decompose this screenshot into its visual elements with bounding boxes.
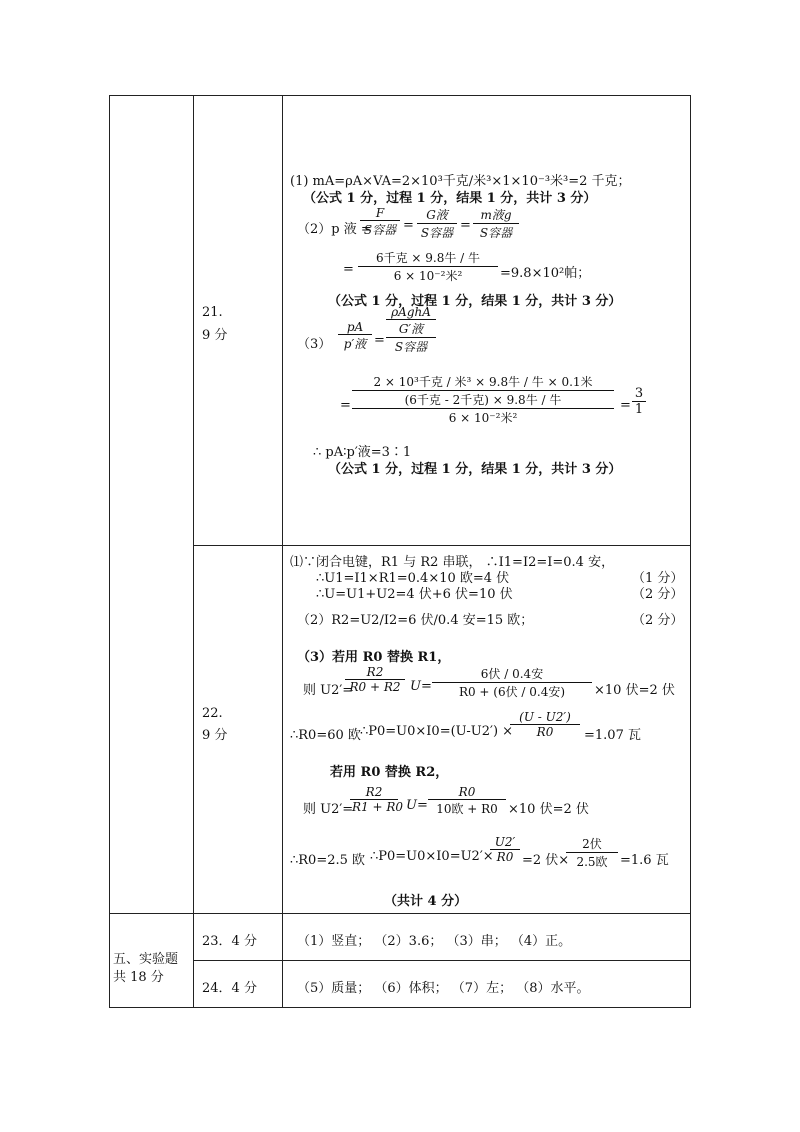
q22-line2-score: （1 分）: [632, 571, 684, 586]
column-divider-1: [193, 95, 194, 1008]
q21-part1-note: （公式 1 分，过程 1 分，结果 1 分，共计 3 分）: [303, 191, 597, 206]
q22-line9-frac1: R2 R1 + R0: [352, 785, 404, 814]
q22-line9-a: 则 U2′=: [303, 802, 354, 817]
q22-line1: ⑴∵闭合电键，R1 与 R2 串联， ∴I1=I2=I=0.4 安，: [290, 555, 615, 570]
q21-part2-lead: （2）p 液 =: [297, 222, 372, 237]
q22-line10-a: ∴R0=2.5 欧: [290, 853, 366, 868]
q22-line6-frac1: R2 R0 + R2: [345, 665, 405, 694]
section5-title: 五、实验题: [113, 952, 179, 967]
q22-line10-frac1: U2′ R0: [490, 835, 520, 864]
q21-part3-frac3: 2 × 10³千克 / 米³ × 9.8牛 / 牛 × 0.1米 (6千克 - 2千克) × 9.8牛 / 牛 6 × 10⁻²米²: [352, 373, 614, 426]
q22-line7-b: ∴P0=U0×I0=(U-U2′) ×: [360, 724, 514, 739]
q22-line4-score: （2 分）: [632, 613, 684, 628]
row-divider-section: [109, 913, 691, 914]
q24-label: 24．4 分: [202, 981, 257, 996]
q22-points: 9 分: [202, 728, 228, 743]
q21-label: 21.: [202, 305, 223, 320]
section5-total: 共 18 分: [113, 970, 164, 985]
q22-line3-score: （2 分）: [632, 587, 684, 602]
q22-line8: 若用 R0 替换 R2，: [330, 765, 449, 780]
q22-line2: ∴U1=I1×R1=0.4×10 欧=4 伏: [316, 571, 510, 586]
table-border-right: [690, 95, 691, 1008]
q23-label: 23．4 分: [202, 934, 257, 949]
q22-line9-frac2: R0 10欧 + R0: [428, 785, 506, 817]
column-divider-2: [282, 95, 283, 1008]
q21-part2-frac1: F S容器: [360, 206, 400, 238]
q22-line7-a: ∴R0=60 欧: [290, 728, 361, 743]
q21-part3-note: （公式 1 分，过程 1 分，结果 1 分，共计 3 分）: [328, 462, 622, 477]
q22-line5: （3）若用 R0 替换 R1，: [297, 650, 451, 665]
q21-part2-frac3: m液g S容器: [473, 206, 519, 241]
q24-answer: （5）质量； （6）体积； （7）左； （8）水平。: [297, 981, 590, 996]
q22-label: 22.: [202, 706, 223, 721]
q22-line3: ∴U=U1+U2=4 伏+6 伏=10 伏: [316, 587, 513, 602]
q22-note: （共计 4 分）: [384, 894, 468, 909]
table-border-top: [109, 95, 691, 96]
row-divider-23-24: [193, 960, 691, 961]
q22-line10-b: ∴P0=U0×I0=U2′×: [370, 849, 494, 864]
q22-line6-frac2: 6伏 / 0.4安 R0 + (6伏 / 0.4安): [432, 665, 592, 700]
q21-part3-frac4: 3 1: [632, 386, 646, 417]
q22-line10-frac2: 2伏 2.5欧: [566, 835, 618, 870]
q21-part2-note: （公式 1 分，过程 1 分，结果 1 分，共计 3 分）: [328, 294, 622, 309]
q21-part2-result: =9.8×10²帕；: [500, 266, 591, 281]
table-border-left: [109, 95, 110, 1008]
q21-part3-frac1: pA p′液: [338, 320, 372, 352]
q21-part3-result: ∴ pA∶p′液=3∶1: [313, 445, 412, 460]
q22-line4: （2）R2=U2/I2=6 伏/0.4 安=15 欧；: [297, 613, 534, 628]
q21-part3-frac2: ρAghA G′液 S容器: [386, 305, 436, 355]
q21-part2-frac2: G液 S容器: [417, 206, 457, 241]
q21-part2-frac4: 6千克 × 9.8牛 / 牛 6 × 10⁻²米²: [358, 249, 498, 284]
q22-line7-frac: (U - U2′) R0: [510, 710, 580, 739]
table-border-bottom: [109, 1007, 691, 1008]
q21-part3-lead: （3）: [297, 337, 332, 352]
q21-points: 9 分: [202, 328, 228, 343]
q21-part1: (1) mA=ρA×VA=2×10³千克/米³×1×10⁻³米³=2 千克；: [290, 174, 631, 189]
q22-line6-a: 则 U2′=: [303, 683, 354, 698]
row-divider-21-22: [193, 545, 691, 546]
q23-answer: （1）竖直； （2）3.6； （3）串； （4）正。: [297, 934, 572, 949]
